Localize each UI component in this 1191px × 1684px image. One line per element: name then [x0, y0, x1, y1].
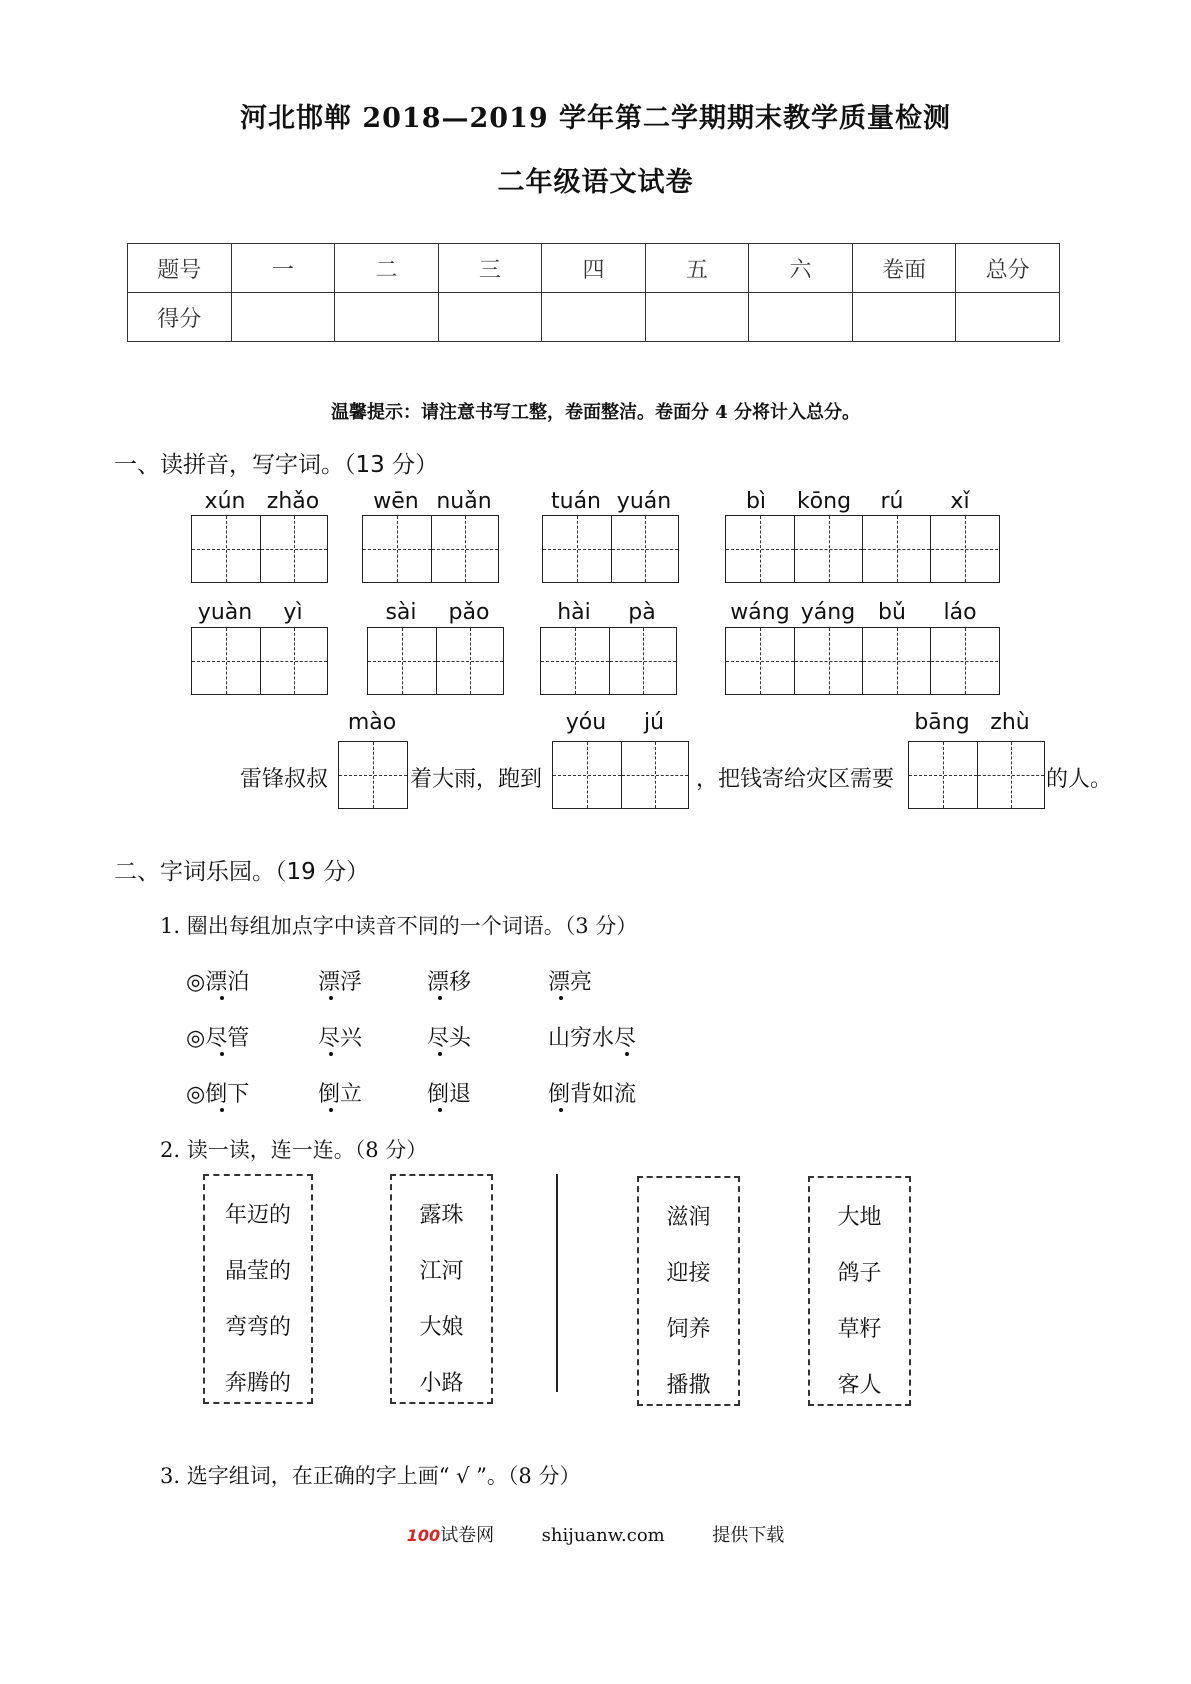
emphasis-dot [220, 1108, 224, 1112]
writing-grid[interactable] [725, 515, 1000, 583]
pinyin: wáng [730, 600, 790, 625]
score-cell: 卷面 [852, 244, 956, 293]
pinyin: hài [557, 600, 591, 625]
match-box-nouns [390, 1174, 493, 1404]
pinyin: jú [643, 710, 665, 735]
pinyin: yóu [565, 710, 607, 735]
score-cell: 题号 [128, 244, 232, 293]
download-note: 提供下载 [712, 1525, 785, 1546]
pinyin: bāng [914, 710, 970, 735]
section2-title: 二、字词乐园。（19 分） [114, 859, 370, 885]
pinyin: xún [204, 489, 246, 514]
match-item[interactable]: 露珠 [419, 1203, 464, 1228]
match-item[interactable]: 鸽子 [837, 1261, 882, 1286]
score-input-cell[interactable] [956, 293, 1060, 342]
site-logo: 100 [406, 1526, 441, 1545]
exam-title: 河北邯郸 2018—2019 学年第二学期期末教学质量检测 [239, 103, 952, 134]
pinyin: yuán [616, 489, 672, 514]
match-item[interactable]: 迎接 [666, 1261, 711, 1286]
writing-grid[interactable] [338, 741, 408, 809]
pinyin: sài [385, 600, 417, 625]
emphasis-dot [438, 996, 442, 1000]
emphasis-dot [220, 1052, 224, 1056]
writing-grid[interactable] [542, 515, 679, 583]
tip-text: 温馨提示：请注意书写工整，卷面整洁。卷面分 4 分将计入总分。 [330, 402, 861, 423]
match-item[interactable]: 晶莹的 [224, 1259, 291, 1284]
score-table [127, 243, 1060, 342]
pinyin: xǐ [950, 489, 970, 514]
word-option[interactable]: 山穷水尽 [548, 1026, 637, 1051]
match-item[interactable]: 大娘 [419, 1315, 464, 1340]
score-input-cell[interactable] [231, 293, 335, 342]
writing-grid[interactable] [367, 627, 504, 695]
pinyin: yáng [800, 600, 856, 625]
match-item[interactable]: 奔腾的 [224, 1371, 291, 1396]
sentence-text: ，把钱寄给灾区需要 [696, 767, 895, 792]
emphasis-dot [438, 1052, 442, 1056]
score-cell: 总分 [956, 244, 1060, 293]
writing-grid[interactable] [362, 515, 499, 583]
question-3-title: 3. 选字组词，在正确的字上画“ √ ”。（8 分） [160, 1464, 581, 1488]
site-name: 试卷网 [440, 1525, 495, 1546]
word-option[interactable]: ◎倒下 [186, 1082, 250, 1107]
writing-grid[interactable] [908, 741, 1045, 809]
pinyin: yì [283, 600, 303, 625]
pinyin: wēn [373, 489, 419, 514]
word-option[interactable]: 漂移 [427, 970, 472, 995]
question-2-title: 2. 读一读，连一连。（8 分） [160, 1138, 428, 1162]
word-option[interactable]: 倒背如流 [548, 1082, 637, 1107]
pinyin: kōng [796, 489, 852, 514]
pinyin: láo [943, 600, 977, 625]
writing-grid[interactable] [191, 515, 328, 583]
match-item[interactable]: 草籽 [837, 1317, 882, 1342]
site-url[interactable]: shijuanw.com [541, 1525, 665, 1546]
match-item[interactable]: 滋润 [666, 1205, 711, 1230]
score-cell: 得分 [128, 293, 232, 342]
section1-title: 一、读拼音，写字词。（13 分） [114, 452, 439, 478]
score-cell: 一 [231, 244, 335, 293]
word-option[interactable]: 倒立 [318, 1082, 363, 1107]
match-item[interactable]: 江河 [419, 1259, 464, 1284]
score-input-cell[interactable] [335, 293, 439, 342]
score-table-header-row [128, 244, 1060, 293]
divider-line [556, 1174, 558, 1392]
pinyin: tuán [551, 489, 601, 514]
word-option[interactable]: 尽兴 [318, 1026, 363, 1051]
match-item[interactable]: 年迈的 [224, 1203, 291, 1228]
pinyin: mào [347, 710, 397, 735]
writing-grid[interactable] [725, 627, 1000, 695]
word-option[interactable]: 倒退 [427, 1082, 472, 1107]
pinyin: rú [880, 489, 904, 514]
emphasis-dot [559, 996, 563, 1000]
emphasis-dot [329, 1052, 333, 1056]
writing-grid[interactable] [191, 627, 328, 695]
match-item[interactable]: 小路 [419, 1371, 464, 1396]
pinyin: pǎo [448, 600, 490, 625]
match-box-objects [808, 1176, 911, 1406]
match-item[interactable]: 弯弯的 [224, 1315, 291, 1340]
sentence-text: 雷锋叔叔 [240, 767, 329, 792]
pinyin: bǔ [878, 600, 906, 625]
pinyin: bì [745, 489, 767, 514]
emphasis-dot [625, 1052, 629, 1056]
pinyin: yuàn [197, 600, 253, 625]
exam-subtitle: 二年级语文试卷 [497, 167, 694, 198]
writing-grid[interactable] [540, 627, 677, 695]
emphasis-dot [559, 1108, 563, 1112]
score-table-score-row [128, 293, 1060, 342]
score-cell: 二 [335, 244, 439, 293]
word-option[interactable]: 尽头 [427, 1026, 472, 1051]
word-option[interactable]: ◎漂泊 [186, 970, 250, 995]
score-cell: 四 [542, 244, 646, 293]
score-input-cell[interactable] [542, 293, 646, 342]
sentence-text: 着大雨，跑到 [410, 767, 543, 792]
match-box-adjectives [203, 1174, 313, 1404]
score-cell: 五 [645, 244, 749, 293]
emphasis-dot [329, 996, 333, 1000]
score-cell: 三 [438, 244, 542, 293]
score-input-cell[interactable] [749, 293, 853, 342]
emphasis-dot [438, 1108, 442, 1112]
pinyin: nuǎn [436, 489, 492, 514]
word-option[interactable]: ◎尽管 [186, 1026, 250, 1051]
match-item[interactable]: 饲养 [666, 1317, 711, 1342]
sentence-text: 的人。 [1046, 767, 1113, 792]
pinyin: zhù [990, 710, 1030, 735]
question-1-title: 1. 圈出每组加点字中读音不同的一个词语。（3 分） [160, 914, 638, 938]
score-input-cell[interactable] [645, 293, 749, 342]
writing-grid[interactable] [552, 741, 689, 809]
word-option[interactable]: 漂浮 [318, 970, 363, 995]
match-item[interactable]: 播撒 [666, 1373, 711, 1398]
word-option[interactable]: 漂亮 [548, 970, 593, 995]
match-item[interactable]: 大地 [837, 1205, 882, 1230]
match-item[interactable]: 客人 [837, 1373, 882, 1398]
score-input-cell[interactable] [852, 293, 956, 342]
emphasis-dot [329, 1108, 333, 1112]
pinyin: pà [628, 600, 656, 625]
match-box-verbs [637, 1176, 740, 1406]
emphasis-dot [220, 996, 224, 1000]
score-cell: 六 [749, 244, 853, 293]
footer [0, 1521, 1191, 1547]
pinyin: zhǎo [266, 489, 320, 514]
score-input-cell[interactable] [438, 293, 542, 342]
